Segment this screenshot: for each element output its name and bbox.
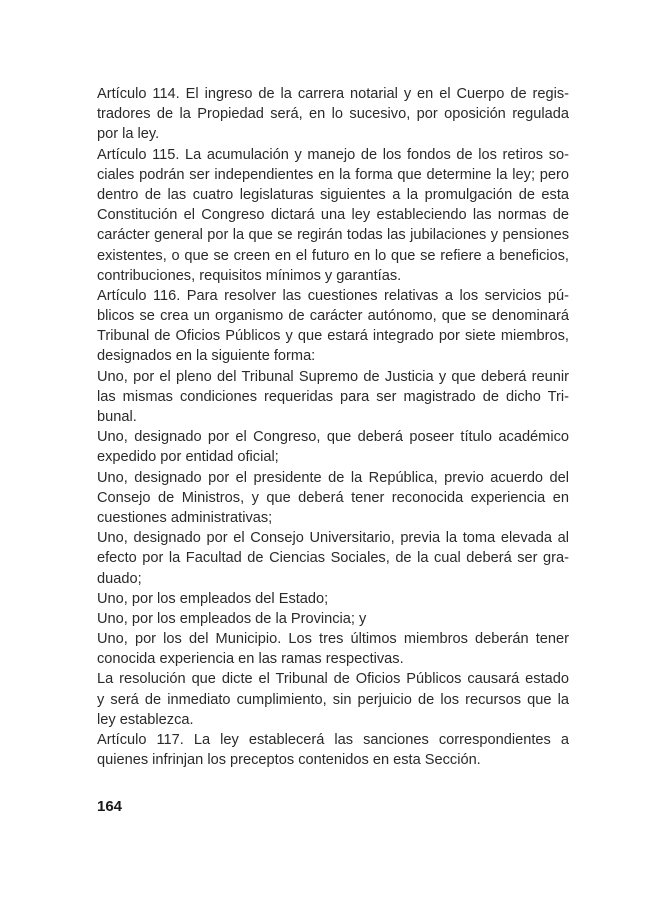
paragraph-miembro-presidente xyxy=(97,468,569,529)
text-line: expedido por entidad oficial; xyxy=(97,449,279,466)
document-body xyxy=(97,84,569,770)
text-line: Artículo 116. Para resolver las cuestiones relativas a los servicios pú- xyxy=(97,287,569,304)
text-line: designados en la siguiente forma: xyxy=(97,348,316,365)
text-line: Artículo 114. El ingreso de la carrera notarial y en el Cuerpo de regis- xyxy=(97,86,569,102)
page-number: 164 xyxy=(97,798,123,815)
paragraph-articulo-114 xyxy=(97,84,569,145)
text-line: Uno, designado por el Congreso, que deberá poseer título académico xyxy=(97,429,569,446)
paragraph-articulo-117 xyxy=(97,730,569,770)
text-line: Uno, por los empleados de la Provincia; y xyxy=(97,610,367,627)
paragraph-miembro-tribunal-supremo xyxy=(97,367,569,428)
paragraph-articulo-116 xyxy=(97,286,569,367)
text-line: quienes infrinjan los preceptos contenidos en esta Sección. xyxy=(97,752,481,769)
text-line: dentro de las cuatro legislaturas siguientes a la promulgación de esta xyxy=(97,186,569,203)
paragraph-miembro-municipio xyxy=(97,629,569,669)
text-line: conocida experiencia en las ramas respectivas. xyxy=(97,651,404,668)
text-line: Artículo 115. La acumulación y manejo de los fondos de los retiros so- xyxy=(97,146,569,163)
text-line: y será de inmediato cumplimiento, sin perjuicio de los recursos que la xyxy=(97,691,569,708)
text-line: por la ley. xyxy=(97,126,160,143)
paragraph-miembro-empleados-provincia xyxy=(97,609,569,629)
text-line: Uno, designado por el Consejo Universitario, previa la toma elevada al xyxy=(97,530,569,547)
text-line: duado; xyxy=(97,570,142,587)
text-line: ciales podrán ser independientes en la forma que determine la ley; pero xyxy=(97,166,569,183)
text-line: blicos se crea un organismo de carácter autónomo, que se denominará xyxy=(97,308,569,325)
paragraph-resolucion-tribunal xyxy=(97,669,569,730)
text-line: Uno, designado por el presidente de la República, previo acuerdo del xyxy=(97,469,569,486)
text-line: tradores de la Propiedad será, en lo sucesivo, por oposición regulada xyxy=(97,106,569,123)
text-line: bunal. xyxy=(97,409,137,425)
text-line: contribuciones, requisitos mínimos y garantías. xyxy=(97,267,402,284)
text-line: Consejo de Ministros, y que deberá tener reconocida experiencia en xyxy=(97,489,569,506)
text-line: La resolución que dicte el Tribunal de Oficios Públicos causará estado xyxy=(97,671,569,688)
text-line: Constitución el Congreso dictará una ley estableciendo las normas de xyxy=(97,207,569,224)
text-line: cuestiones administrativas; xyxy=(97,509,273,526)
paragraph-articulo-115 xyxy=(97,145,569,286)
text-line: Uno, por los empleados del Estado; xyxy=(97,590,329,607)
text-line: Artículo 117. La ley establecerá las sanciones correspondientes a xyxy=(97,732,569,748)
text-line: Uno, por el pleno del Tribunal Supremo de Justicia y que deberá reunir xyxy=(97,368,569,385)
text-line: carácter general por la que se regirán todas las jubilaciones y pensiones xyxy=(97,227,569,244)
text-line: Uno, por los del Municipio. Los tres últimos miembros deberán tener xyxy=(97,631,569,648)
paragraph-miembro-empleados-estado xyxy=(97,589,569,609)
paragraph-miembro-consejo-universitario xyxy=(97,528,569,589)
text-line: existentes, o que se creen en el futuro en lo que se refiere a beneficios, xyxy=(97,247,569,264)
text-line: efecto por la Facultad de Ciencias Sociales, de la cual deberá ser gra- xyxy=(97,550,569,567)
text-line: Tribunal de Oficios Públicos y que estará integrado por siete miembros, xyxy=(97,328,569,345)
paragraph-miembro-congreso xyxy=(97,427,569,467)
text-line: las mismas condiciones requeridas para ser magistrado de dicho Tri- xyxy=(97,388,569,405)
text-line: ley establezca. xyxy=(97,711,194,728)
